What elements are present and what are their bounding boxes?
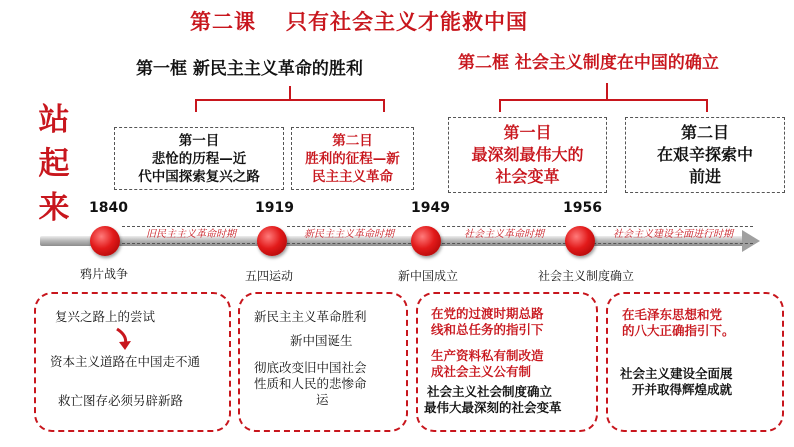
card-line: 生产资料私有制改造 (431, 348, 544, 363)
timeline-node (411, 226, 441, 256)
unit-line: 第一目 (178, 132, 220, 149)
unit-line: 第二目 (332, 132, 373, 149)
unit-line: 第一目 (503, 123, 552, 142)
unit-line: 在艰辛探索中 (656, 145, 753, 164)
card-line: 新中国诞生 (290, 333, 353, 348)
event-label: 五四运动 (245, 269, 294, 283)
period-label: 新民主主义革命时期 (287, 226, 411, 244)
year-label: 1919 (255, 200, 294, 216)
section-right-title: 第二框 社会主义制度在中国的确立 (458, 53, 719, 73)
card-line: 救亡图存必须另辟新路 (58, 393, 184, 408)
unit-line: 前进 (688, 167, 721, 186)
unit-line: 代中国探索复兴之路 (138, 168, 260, 185)
unit-line: 悲怆的历程—近 (151, 150, 247, 167)
unit-line: 最深刻最伟大的 (471, 145, 584, 164)
unit-box-4 (625, 117, 785, 193)
side-char: 站 (38, 102, 70, 138)
year-label: 1949 (411, 200, 450, 216)
event-label: 鸦片战争 (80, 267, 129, 281)
card-line: 成社会主义公有制 (431, 364, 532, 379)
card-line: 社会主义社会制度确立 (427, 384, 553, 399)
card-line: 新民主主义革命胜利 (254, 309, 367, 324)
year-label: 1840 (89, 200, 128, 216)
year-label: 1956 (563, 200, 602, 216)
period-label: 社会主义建设全面进行时期 (593, 226, 753, 244)
card-line: 彻底改变旧中国社会 (254, 360, 367, 375)
card-line: 线和总任务的指引下 (431, 322, 544, 337)
side-char: 起 (38, 146, 70, 182)
event-label: 社会主义制度确立 (538, 269, 635, 283)
unit-line: 第二目 (680, 123, 729, 142)
card-line: 的八大正确指引下。 (622, 323, 735, 338)
left-brace (196, 86, 384, 112)
timeline-node (565, 226, 595, 256)
unit-line: 民主主义革命 (312, 168, 393, 185)
card-line: 在毛泽东思想和党 (622, 307, 723, 322)
period-label: 社会主义革命时期 (442, 226, 566, 244)
card-line: 最伟大最深刻的社会变革 (424, 400, 562, 415)
period-label: 旧民主主义革命时期 (122, 226, 260, 244)
curved-arrow-icon (112, 326, 138, 352)
lesson-name: 只有社会主义才能救中国 (286, 10, 528, 34)
lesson-number: 第二课 (190, 10, 256, 34)
event-label: 新中国成立 (398, 269, 459, 283)
card-line: 开并取得辉煌成就 (632, 382, 733, 397)
unit-box-3 (448, 117, 607, 193)
card-line: 社会主义建设全面展 (620, 366, 733, 381)
section-left-title: 第一框 新民主主义革命的胜利 (136, 59, 363, 79)
card-line: 性质和人民的悲惨命 (254, 376, 367, 391)
timeline-node (90, 226, 120, 256)
unit-line: 胜利的征程—新 (305, 150, 400, 167)
card-line: 在党的过渡时期总路 (431, 306, 544, 321)
card-line: 运 (316, 392, 329, 407)
unit-box-2 (291, 127, 414, 190)
side-vertical-text (34, 98, 74, 230)
unit-line: 社会变革 (495, 167, 560, 186)
card-line: 资本主义道路在中国走不通 (50, 354, 201, 369)
timeline-node (257, 226, 287, 256)
right-brace (500, 83, 707, 112)
card-line: 复兴之路上的尝试 (55, 309, 156, 324)
side-char: 来 (38, 190, 70, 226)
unit-box-1 (114, 127, 284, 190)
